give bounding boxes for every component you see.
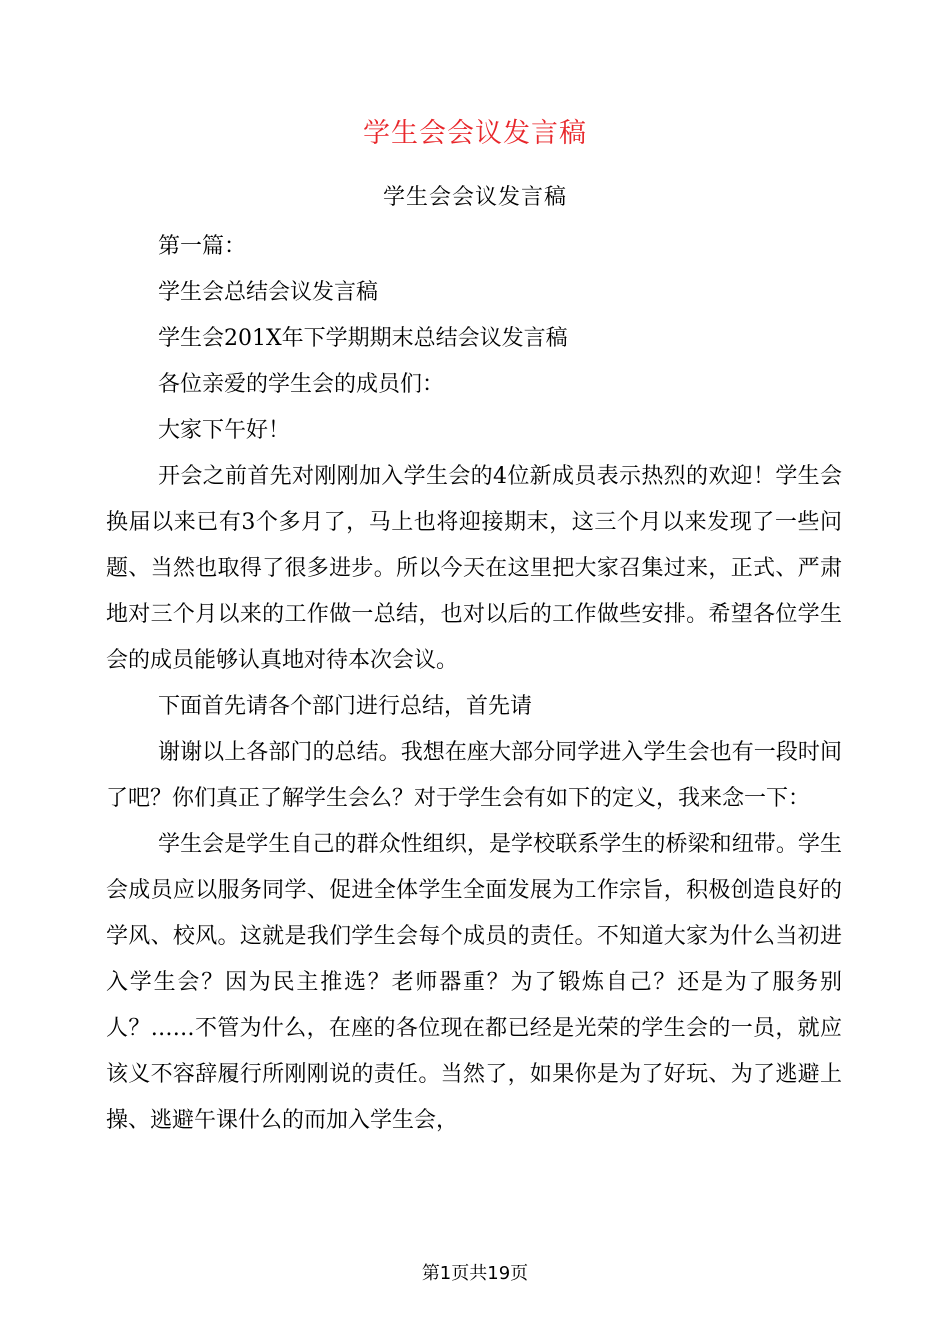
document-subtitle: 学生会会议发言稿 <box>382 185 567 210</box>
document-body <box>106 224 842 1144</box>
paragraph: 学生会201X年下学期期末总结会议发言稿 <box>158 326 568 351</box>
paragraph: 第一篇： <box>158 234 247 259</box>
paragraph: 各位亲爱的学生会的成员们： <box>158 372 445 397</box>
document-title: 学生会会议发言稿 <box>363 118 587 149</box>
paragraph: 开会之前首先对刚刚加入学生会的4位新成员表示热烈的欢迎！学生会换届以来已有3个多月了，马上也将迎接期末，这三个月以来发现了一些问题、当然也取得了很多进步。所以今天在这里把大家召集过来，正式、严肃地对三个月以来的工作做一总结，也对以后的工作做些安排。希望各位学生会的成员能够认真地对待本次会议。 <box>106 464 842 673</box>
paragraph: 下面首先请各个部门进行总结，首先请 <box>158 694 533 719</box>
paragraph: 学生会总结会议发言稿 <box>158 280 379 305</box>
page-footer: 第1页共19页 <box>421 1263 529 1284</box>
paragraph: 大家下午好！ <box>158 418 291 443</box>
paragraph: 学生会是学生自己的群众性组织，是学校联系学生的桥梁和纽带。学生会成员应以服务同学、促进全体学生全面发展为工作宗旨，积极创造良好的学风、校风。这就是我们学生会每个成员的责任。不知道大家为什么当初进入学生会？因为民主推选？老师器重？为了锻炼自己？还是为了服务别人？……不管为什么，在座的各位现在都已经是光荣的学生会的一员，就应该义不容辞履行所刚刚说的责任。当然了，如果你是为了好玩、为了逃避上操、逃避午课什么的而加入学生会， <box>106 832 842 1133</box>
paragraph: 谢谢以上各部门的总结。我想在座大部分同学进入学生会也有一段时间了吧？你们真正了解学生会么？对于学生会有如下的定义，我来念一下： <box>106 740 842 811</box>
